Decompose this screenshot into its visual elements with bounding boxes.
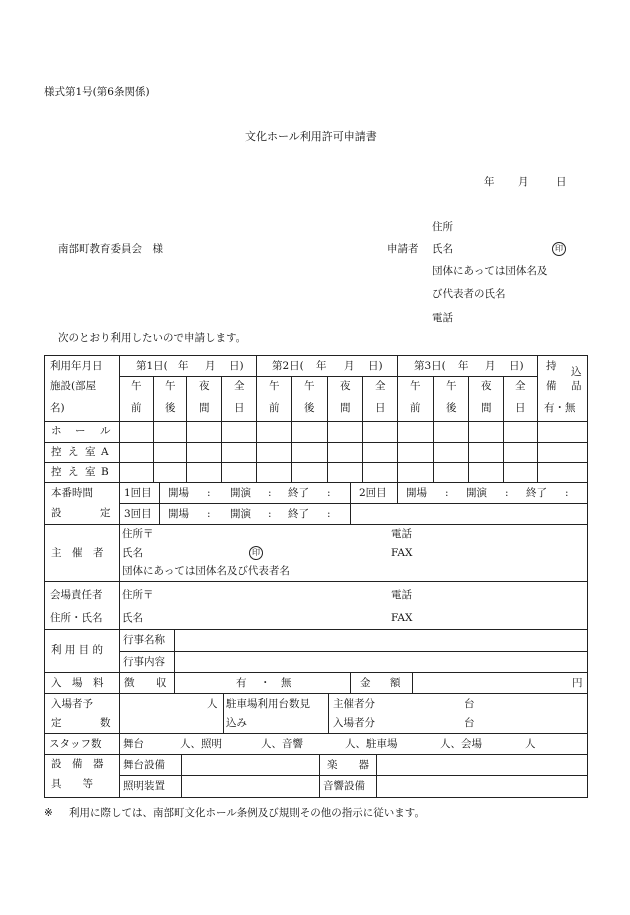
room-b-3: 室 xyxy=(85,466,96,478)
slot-d2-pm-top: 午 xyxy=(304,380,315,392)
collect-char2: 収 xyxy=(156,677,167,689)
slot-d3-night-bottom: 間 xyxy=(481,402,492,414)
round2-colon3: : xyxy=(565,487,569,499)
document-title: 文化ホール利用許可申請書 xyxy=(245,130,377,143)
venue-manager-fax: FAX xyxy=(391,612,413,624)
group-note-line2: び代表者の氏名 xyxy=(432,288,506,300)
footer-note: 利用に際しては、南部町文化ホール条例及び規則その他の指示に従います。 xyxy=(69,807,425,819)
applicant-label: 申請者 xyxy=(387,243,419,255)
venue-manager-address: 住所〒 xyxy=(122,589,154,601)
day3-month: 月 xyxy=(485,360,496,372)
room-b-2: え xyxy=(68,466,79,478)
slot-d2-am-bottom: 前 xyxy=(269,402,280,414)
slot-d3-pm-bottom: 後 xyxy=(446,402,457,414)
round1-label: 1回目 xyxy=(124,487,152,499)
round3-end: 終了 xyxy=(288,508,309,520)
form-number: 様式第1号(第6条関係) xyxy=(44,86,150,98)
purpose-label: 利 用 目 的 xyxy=(51,644,104,656)
room-hall-2: ー xyxy=(75,425,86,437)
day1-month: 月 xyxy=(205,360,216,372)
round2-label: 2回目 xyxy=(359,487,387,499)
yen-unit: 円 xyxy=(572,677,583,689)
round1-colon1: : xyxy=(207,487,211,499)
staff-parking: 人、駐車場 xyxy=(345,738,398,750)
ari-nashi-dot: ・ xyxy=(260,677,271,689)
slot-d2-night-bottom: 間 xyxy=(340,402,351,414)
round3-start: 開演 xyxy=(230,508,251,520)
round1-start: 開演 xyxy=(230,487,251,499)
slot-d3-all-top: 全 xyxy=(515,380,526,392)
round3-colon1: : xyxy=(207,508,211,520)
room-a-1: 控 xyxy=(51,446,62,458)
organizer-seal-icon: 印 xyxy=(249,546,263,560)
equipment-label1: 設 備 器 xyxy=(51,758,104,770)
staff-label: スタッフ数 xyxy=(49,738,102,750)
amount-char1: 金 xyxy=(360,677,371,689)
room-hall-3: ル xyxy=(100,425,111,437)
facility-label-2: 名) xyxy=(50,402,65,414)
expected-visitors-label2: 定 xyxy=(51,717,62,729)
room-b-1: 控 xyxy=(51,466,62,478)
sound-equipment-label: 音響設備 xyxy=(323,780,365,792)
slot-d2-all-top: 全 xyxy=(375,380,386,392)
day2-day: 日) xyxy=(368,360,383,372)
organizer-phone: 電話 xyxy=(391,528,412,540)
slot-d1-pm-top: 午 xyxy=(165,380,176,392)
round3-open: 開場 xyxy=(168,508,189,520)
staff-lighting: 人、照明 xyxy=(180,738,222,750)
ari-char: 有 xyxy=(236,677,247,689)
day2-year: 年 xyxy=(316,360,327,372)
parking-label2: 込み xyxy=(226,717,247,729)
seal-icon: 印 xyxy=(552,242,566,256)
parking-label1: 駐車場利用台数見 xyxy=(226,698,310,710)
round1-colon3: : xyxy=(327,487,331,499)
parking-org-unit: 台 xyxy=(464,698,475,710)
instruments-label: 楽 器 xyxy=(327,759,369,771)
expected-visitors-label: 入場者予 xyxy=(51,698,93,710)
application-table xyxy=(44,355,588,798)
performance-time-label: 本番時間 xyxy=(51,487,93,499)
slot-d2-pm-bottom: 後 xyxy=(304,402,315,414)
usage-date-label: 利用年月日 xyxy=(50,360,103,372)
slot-d2-all-bottom: 日 xyxy=(375,402,386,414)
organizer-fax: FAX xyxy=(391,547,413,559)
slot-d3-pm-top: 午 xyxy=(446,380,457,392)
round3-colon3: : xyxy=(327,508,331,520)
room-b-4: B xyxy=(101,466,109,478)
parking-visitor: 入場者分 xyxy=(333,717,375,729)
visitors-person-unit: 人 xyxy=(207,698,218,710)
round2-end: 終了 xyxy=(526,487,547,499)
room-a-3: 室 xyxy=(85,446,96,458)
slot-d3-am-bottom: 前 xyxy=(410,402,421,414)
day1-year: 年 xyxy=(178,360,189,372)
applicant-phone: 電話 xyxy=(432,312,453,324)
addressee: 南部町教育委員会 様 xyxy=(58,243,163,255)
equipment-char2: 品 xyxy=(571,380,582,392)
day3-day: 日) xyxy=(509,360,524,372)
round2-open: 開場 xyxy=(406,487,427,499)
applicant-address: 住所 xyxy=(432,221,453,233)
equipment-label2: 具 等 xyxy=(51,778,93,790)
organizer-label: 主 催 者 xyxy=(51,547,104,559)
staff-end: 人 xyxy=(525,738,536,750)
room-a-4: A xyxy=(101,446,109,458)
venue-manager-label1: 会場責任者 xyxy=(50,589,103,601)
staff-sound: 人、音響 xyxy=(261,738,303,750)
round3-colon2: : xyxy=(268,508,272,520)
organizer-group-rep: 団体にあっては団体名及び代表者名 xyxy=(122,565,290,577)
day2-label: 第2日( xyxy=(272,360,304,372)
slot-d2-night-top: 夜 xyxy=(340,380,351,392)
round1-end: 終了 xyxy=(288,487,309,499)
slot-d1-am-bottom: 前 xyxy=(131,402,142,414)
event-name-label: 行事名称 xyxy=(123,634,165,646)
organizer-name: 氏名 xyxy=(122,547,143,559)
stage-equipment-label: 舞台設備 xyxy=(123,759,165,771)
lighting-equipment-label: 照明装置 xyxy=(123,780,165,792)
slot-d1-all-top: 全 xyxy=(234,380,245,392)
day3-label: 第3日( xyxy=(414,360,446,372)
bring-in-char1: 持 xyxy=(546,360,557,372)
round3-label: 3回目 xyxy=(124,508,152,520)
staff-stage: 舞台 xyxy=(123,738,144,750)
nashi-char: 無 xyxy=(281,677,292,689)
footer-note-mark: ※ xyxy=(44,807,53,819)
performance-setting-2: 定 xyxy=(100,507,111,519)
day1-label: 第1日( xyxy=(136,360,168,372)
day1-day: 日) xyxy=(229,360,244,372)
group-note-line1: 団体にあっては団体名及 xyxy=(432,265,548,277)
slot-d1-all-bottom: 日 xyxy=(234,402,245,414)
parking-organizer: 主催者分 xyxy=(333,698,375,710)
day2-month: 月 xyxy=(344,360,355,372)
applicant-name: 氏名 xyxy=(432,243,453,255)
facility-label-1: 施設(部屋 xyxy=(50,380,97,392)
slot-d3-all-bottom: 日 xyxy=(515,402,526,414)
slot-d2-am-top: 午 xyxy=(269,380,280,392)
round2-colon1: : xyxy=(445,487,449,499)
organizer-address: 住所〒 xyxy=(122,528,154,540)
admission-label: 入 場 料 xyxy=(51,677,104,689)
room-a-2: え xyxy=(68,446,79,458)
intro-text: 次のとおり利用したいので申請します。 xyxy=(58,332,247,344)
collect-char1: 徴 xyxy=(124,677,135,689)
day3-year: 年 xyxy=(458,360,469,372)
slot-d1-night-top: 夜 xyxy=(199,380,210,392)
equipment-char1: 備 xyxy=(546,380,557,392)
room-hall-1: ホ xyxy=(51,425,62,437)
parking-visitor-unit: 台 xyxy=(464,717,475,729)
slot-d1-am-top: 午 xyxy=(131,380,142,392)
expected-visitors-label3: 数 xyxy=(100,717,111,729)
performance-setting-1: 設 xyxy=(51,507,62,519)
round2-start: 開演 xyxy=(466,487,487,499)
slot-d3-am-top: 午 xyxy=(410,380,421,392)
venue-manager-label2: 住所・氏名 xyxy=(50,612,103,624)
slot-d3-night-top: 夜 xyxy=(481,380,492,392)
round1-colon2: : xyxy=(268,487,272,499)
amount-char2: 額 xyxy=(390,677,401,689)
date-month: 月 xyxy=(518,176,529,188)
round2-colon2: : xyxy=(505,487,509,499)
round1-open: 開場 xyxy=(168,487,189,499)
bring-in-char2: 込 xyxy=(571,366,582,378)
venue-manager-phone: 電話 xyxy=(391,589,412,601)
slot-d1-pm-bottom: 後 xyxy=(165,402,176,414)
date-year: 年 xyxy=(484,176,495,188)
venue-manager-name: 氏名 xyxy=(122,612,143,624)
slot-d1-night-bottom: 間 xyxy=(199,402,210,414)
staff-venue: 人、会場 xyxy=(440,738,482,750)
date-day: 日 xyxy=(556,176,567,188)
yes-no-label: 有・無 xyxy=(544,402,576,414)
event-content-label: 行事内容 xyxy=(123,656,165,668)
